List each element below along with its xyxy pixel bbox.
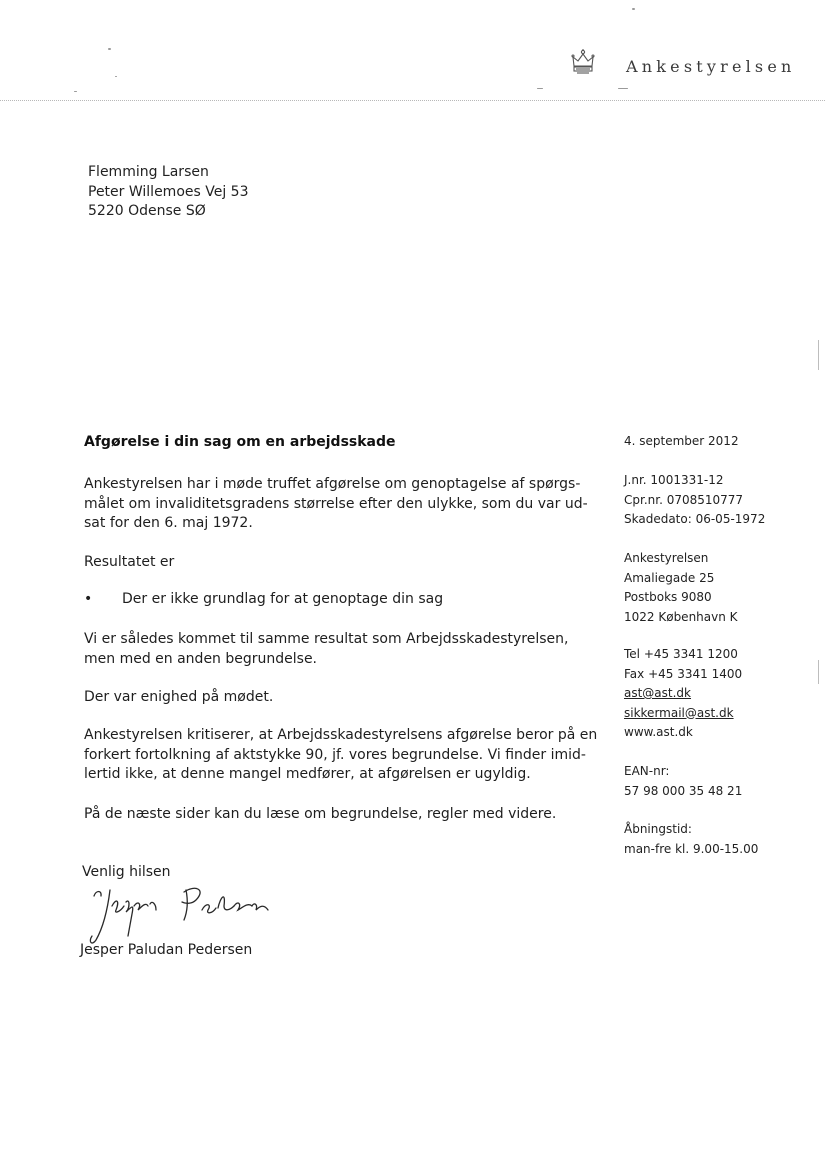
- fax-number: Fax +45 3341 1400: [624, 666, 743, 681]
- sender-street: Amaliegade 25: [624, 570, 715, 585]
- text-line: sat for den 6. maj 1972.: [84, 515, 253, 531]
- text-line: Resultatet er: [84, 554, 175, 570]
- paragraph-same-result: [84, 630, 604, 669]
- text-line: forkert fortolkning af aktstykke 90, jf. vores begrundelse. Vi finder imid-: [84, 746, 586, 763]
- hours-label: Åbningstid:: [624, 822, 692, 836]
- scan-speck: [537, 88, 543, 89]
- paragraph-agreement: [84, 688, 604, 708]
- text-line: lertid ikke, at denne mangel medfører, at afgørelsen er ugyldig.: [84, 766, 531, 782]
- phone-number: Tel +45 3341 1200: [624, 647, 738, 661]
- hours-value: man-fre kl. 9.00-15.00: [624, 841, 759, 856]
- injury-date: Skadedato: 06-05-1972: [624, 512, 766, 526]
- paragraph-result-intro: [84, 553, 604, 573]
- scan-speck: [618, 88, 628, 89]
- sender-address: [624, 549, 738, 627]
- ean-value: 57 98 000 35 48 21: [624, 783, 743, 798]
- text-line: Vi er således kommet til samme resultat som Arbejdsskadestyrelsen,: [84, 631, 569, 647]
- contact-info: [624, 645, 742, 743]
- sender-po-box: Postboks 9080: [624, 590, 712, 604]
- website-link[interactable]: www.ast.dk: [624, 725, 693, 739]
- opening-hours: [624, 820, 758, 859]
- text-line: Ankestyrelsen har i møde truffet afgørelse om genoptagelse af spørgs-: [84, 476, 581, 492]
- case-references: [624, 471, 765, 530]
- ean-info: [624, 762, 742, 801]
- header-divider: [0, 100, 825, 101]
- text-line: men med en anden begrundelse.: [84, 650, 318, 667]
- recipient-street: Peter Willemoes Vej 53: [88, 183, 249, 200]
- paragraph-next-pages: [84, 805, 604, 825]
- recipient-address: [88, 163, 249, 222]
- scan-speck: [632, 8, 635, 10]
- email-link[interactable]: ast@ast.dk: [624, 686, 692, 700]
- scan-edge-mark: [818, 340, 819, 370]
- brand-name: Ankestyrelsen: [626, 57, 796, 76]
- scan-speck: [108, 48, 111, 50]
- recipient-name: Flemming Larsen: [88, 164, 209, 180]
- text-line: Ankestyrelsen kritiserer, at Arbejdsskadestyrelsens afgørelse beror på en: [84, 727, 598, 743]
- bullet-text: Der er ikke grundlag for at genoptage din sag: [122, 591, 444, 607]
- cpr-number: Cpr.nr. 0708510777: [624, 492, 744, 507]
- text-line: Der var enighed på mødet.: [84, 689, 274, 705]
- secure-email-link[interactable]: sikkermail@ast.dk: [624, 705, 734, 720]
- crown-logo-icon: [569, 48, 597, 76]
- text-line: På de næste sider kan du læse om begrundelse, regler med videre.: [84, 806, 557, 822]
- letter-date: [624, 432, 739, 452]
- journal-number: J.nr. 1001331-12: [624, 473, 724, 487]
- scan-edge-mark: [818, 660, 819, 684]
- scan-speck: [74, 91, 77, 92]
- bullet-icon: •: [84, 591, 93, 607]
- date-value: 4. september 2012: [624, 434, 739, 448]
- paragraph-criticism: [84, 726, 604, 785]
- sender-city: 1022 København K: [624, 609, 738, 624]
- ean-label: EAN-nr:: [624, 764, 670, 778]
- recipient-city: 5220 Odense SØ: [88, 203, 206, 219]
- paragraph-decision: [84, 475, 604, 534]
- scan-speck: [115, 76, 117, 77]
- signer-name: Jesper Paludan Pedersen: [80, 942, 253, 958]
- closing-greeting: Venlig hilsen: [82, 864, 171, 880]
- letter-subject: Afgørelse i din sag om en arbejdsskade: [84, 434, 396, 450]
- sender-org: Ankestyrelsen: [624, 551, 709, 565]
- text-line: målet om invaliditetsgradens størrelse efter den ulykke, som du var ud-: [84, 495, 588, 512]
